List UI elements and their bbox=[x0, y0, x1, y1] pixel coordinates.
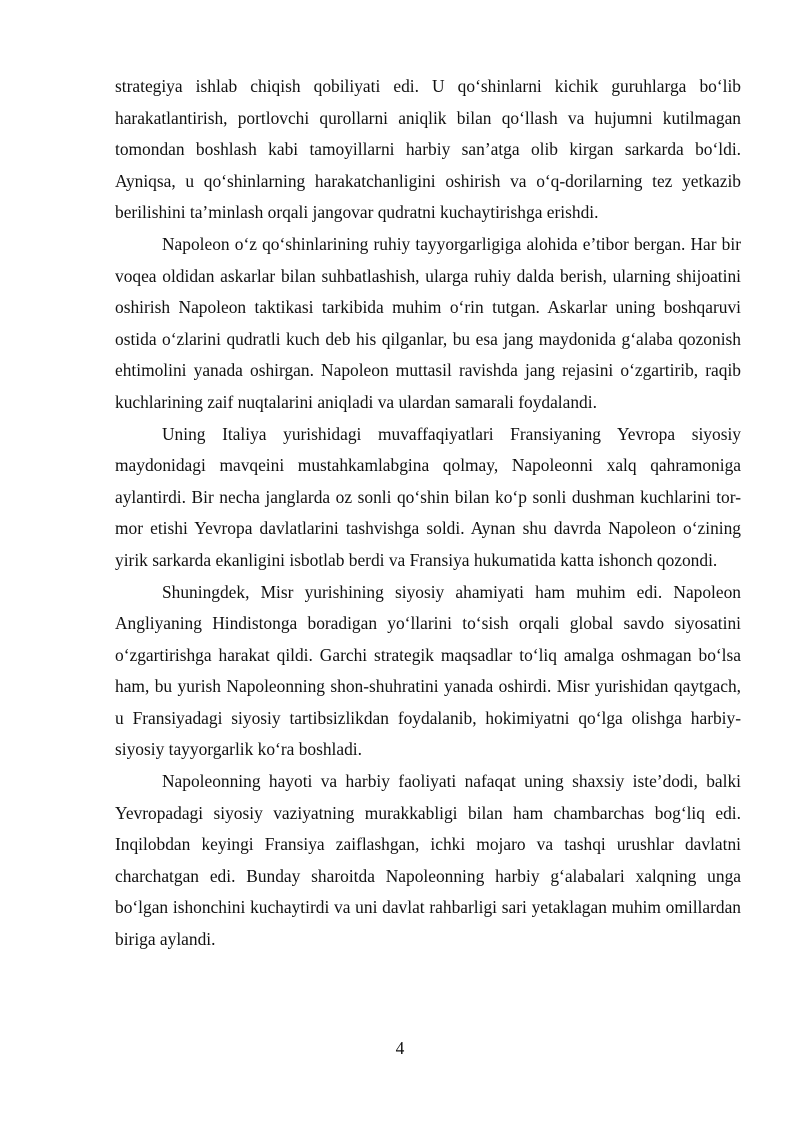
paragraph-3: Uning Italiya yurishidagi muvaffaqiyatlari Fransiyaning Yevropa siyosiy maydonidagi mavqeini mustahkamlabgina qolmay, Napoleonni xalq qahramoniga aylantirdi. Bir necha janglarda oz sonli qo‘shin bilan ko‘p sonli dushman kuchlarini tor-mor etishi Yevropa davlatlarini tashvishga soldi. Aynan shu davrda Napoleon o‘zining yirik sarkarda ekanligini isbotlab berdi va Fransiya hukumatida katta ishonch qozondi. bbox=[115, 423, 741, 570]
paragraph-5: Napoleonning hayoti va harbiy faoliyati nafaqat uning shaxsiy iste’dodi, balki Yevropadagi siyosiy vaziyatning murakkabligi bilan ham chambarchas bog‘liq edi. Inqilobdan keyingi Fransiya zaiflashgan, ichki mojaro va tashqi urushlar davlatni charchatgan edi. Bunday sharoitda Napoleonning harbiy g‘alabalari xalqning unga bo‘lgan ishonchini kuchaytirdi va uni davlat rahbarligi sari yetaklagan muhim omillardan biriga aylandi. bbox=[115, 771, 741, 950]
paragraph-4: Shuningdek, Misr yurishining siyosiy ahamiyati ham muhim edi. Napoleon Angliyaning Hindistonga boradigan yo‘llarini to‘sish orqali global savdo siyosatini o‘zgartirishga harakat qildi. Garchi strategik maqsadlar to‘liq amalga oshmagan bo‘lsa ham, bu yurish Napoleonning shon-shuhratini yanada oshirdi. Misr yurishidan qaytgach, u Fransiyadagi siyosiy tartibsizlikdan foydalanib, hokimiyatni qo‘lga olishga harbiy-siyosiy tayyorgarlik ko‘ra boshladi. bbox=[115, 581, 741, 760]
document-body bbox=[115, 71, 741, 956]
paragraph-2: Napoleon o‘z qo‘shinlarining ruhiy tayyorgarligiga alohida e’tibor bergan. Har bir voqea oldidan askarlar bilan suhbatlashish, ularga ruhiy dalda berish, ularning shijoatini oshirish Napoleon taktikasi tarkibida muhim o‘rin tutgan. Askarlar uning boshqaruvi ostida o‘zlarini qudratli kuch deb his qilganlar, bu esa jang maydonida g‘alaba qozonish ehtimolini yanada oshirgan. Napoleon muttasil ravishda jang rejasini o‘zgartirib, raqib kuchlarining zaif nuqtalarini aniqladi va ulardan samarali foydalandi. bbox=[115, 233, 741, 412]
paragraph-1: strategiya ishlab chiqish qobiliyati edi. U qo‘shinlarni kichik guruhlarga bo‘lib harakatlantirish, portlovchi qurollarni aniqlik bilan qo‘llash va hujumni kutilmagan tomondan boshlash kabi tamoyillarni harbiy san’atga olib kirgan sarkarda bo‘ldi. Ayniqsa, u qo‘shinlarning harakatchanligini oshirish va o‘q-dorilarning tez yetkazib berilishini ta’minlash orqali jangovar qudratni kuchaytirishga erishdi. bbox=[115, 76, 741, 223]
page-number: 4 bbox=[395, 1038, 405, 1058]
